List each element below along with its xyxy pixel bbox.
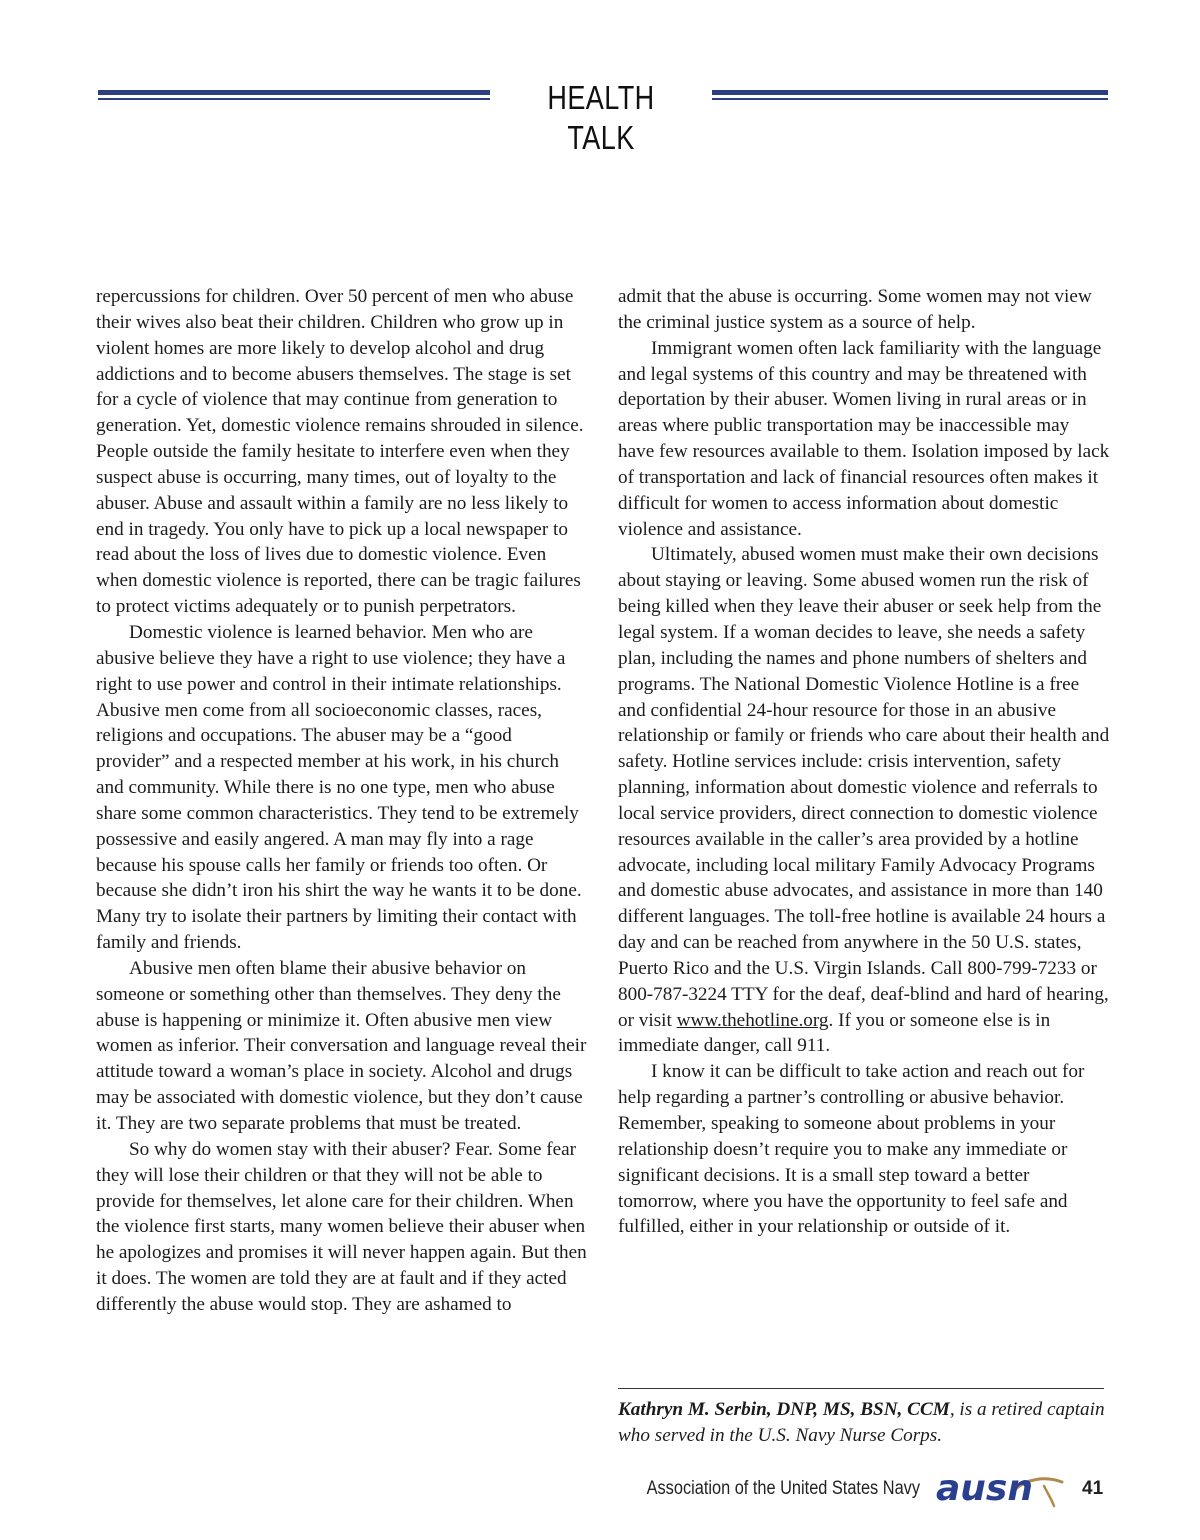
paragraph: Abusive men often blame their abusive behavior on someone or something other than themselves. They deny the abuse is happening or minimize it. Often abusive men view women as inferior. Their conversation and language reveal their attitude toward a woman’s place in society. Alcohol and drugs may be associated with domestic violence, but they don’t cause it. They are two separate problems that must be treated. — [96, 957, 587, 1134]
logo-text: ausn — [936, 1468, 1033, 1509]
paragraph: Immigrant women often lack familiarity with the language and legal systems of this country and may be threatened with deportation by their abuser. Women living in rural areas or in areas where public transportation may be inaccessible may have few resources available to them. Isolation imposed by lack of transportation and lack of financial resources often makes it difficult for women to access information about domestic violence and assistance. — [618, 337, 1110, 540]
section-title: HEALTH TALK — [547, 79, 655, 156]
section-header — [98, 78, 1108, 156]
paragraph: admit that the abuse is occurring. Some women may not view the criminal justice system as a source of help. — [618, 286, 1092, 333]
paragraph: I know it can be difficult to take action and reach out for help regarding a partner’s controlling or abusive behavior. Remember, speaking to someone about problems in your relationship doesn’t require you to make any immediate or significant decisions. It is a small step toward a better tomorrow, where you have the opportunity to feel safe and fulfilled, either in your relationship or outside of it. — [618, 1061, 1085, 1238]
author-name: Kathryn M. Serbin, DNP, MS, BSN, CCM — [618, 1399, 950, 1420]
footer-organization: Association of the United States Navy — [646, 1478, 920, 1499]
author-description: , is a retired captain who served in the U.S. Navy Nurse Corps. — [618, 1399, 1105, 1446]
byline-divider — [618, 1388, 1104, 1389]
paragraph: repercussions for children. Over 50 percent of men who abuse their wives also beat their children. Children who grow up in violent homes are more likely to develop alcohol and drug addictions and to become abusers themselves. The stage is set for a cycle of violence that may continue from generation to generation. Yet, domestic violence remains shrouded in silence. People outside the family hesitate to interfere even when they suspect abuse is occurring, many times, out of loyalty to the abuser. Abuse and assault within a family are no less likely to end in tragedy. You only have to pick up a local newspaper to read about the loss of lives due to domestic violence. Even when domestic violence is reported, there can be tragic failures to protect victims adequately or to punish perpetrators. — [96, 286, 584, 618]
paragraph: Domestic violence is learned behavior. Men who are abusive believe they have a right to use violence; they have a right to use power and control in their intimate relationships. Abusive men come from all socioeconomic classes, races, religions and occupations. The abuser may be a “good provider” and a respected member at his work, in his church and community. While there is no one type, men who abuse share some common characteristics. They tend to be extremely possessive and easily angered. A man may fly into a rage because his spouse calls her family or friends too often. Or because she didn’t iron his shirt the way he wants it to be done. Many try to isolate their partners by limiting their contact with family and friends. — [96, 621, 582, 954]
author-byline — [618, 1397, 1106, 1449]
hotline-link[interactable]: www.thehotline.org — [676, 1009, 829, 1031]
header-rule-left — [98, 90, 490, 101]
paragraph — [618, 542, 1110, 1059]
page-number: 41 — [1082, 1478, 1104, 1499]
article-column-right — [618, 284, 1110, 1240]
header-rule-right — [712, 90, 1108, 101]
paragraph-text: Ultimately, abused women must make their own decisions about staying or leaving. Some abused women run the risk of being killed when they leave their abuser or seek help from the legal system. If a woman decides to leave, she needs a safety plan, including the names and phone numbers of shelters and programs. The National Domestic Violence Hotline is a free and confidential 24-hour resource for those in an abusive relationship or family or friends who care about their health and safety. Hotline services include: crisis intervention, safety planning, information about domestic violence and referrals to local service providers, direct connection to domestic violence resources available in the caller’s area provided by a hotline advocate, including local military Family Advocacy Programs and domestic abuse advocates, and assistance in more than 140 different languages. The toll-free hotline is available 24 hours a day and can be reached from anywhere in the 50 U.S. states, Puerto Rico and the U.S. Virgin Islands. Call 800-799-7233 or 800-787-3224 TTY for the deaf, deaf-blind and hard of hearing, or visit — [618, 544, 1110, 1031]
paragraph-text: . If you or someone else is in immediate danger, call 911. — [618, 1009, 1051, 1057]
ausn-logo-icon — [934, 1466, 1066, 1510]
paragraph: So why do women stay with their abuser? Fear. Some fear they will lose their children or that they will not be able to provide for themselves, let alone care for their children. When the violence first starts, many women believe their abuser when he apologizes and promises it will never happen again. But then it does. The women are told they are at fault and if they acted differently the abuse would stop. They are ashamed to — [96, 1138, 587, 1315]
article-column-left — [96, 284, 590, 1318]
